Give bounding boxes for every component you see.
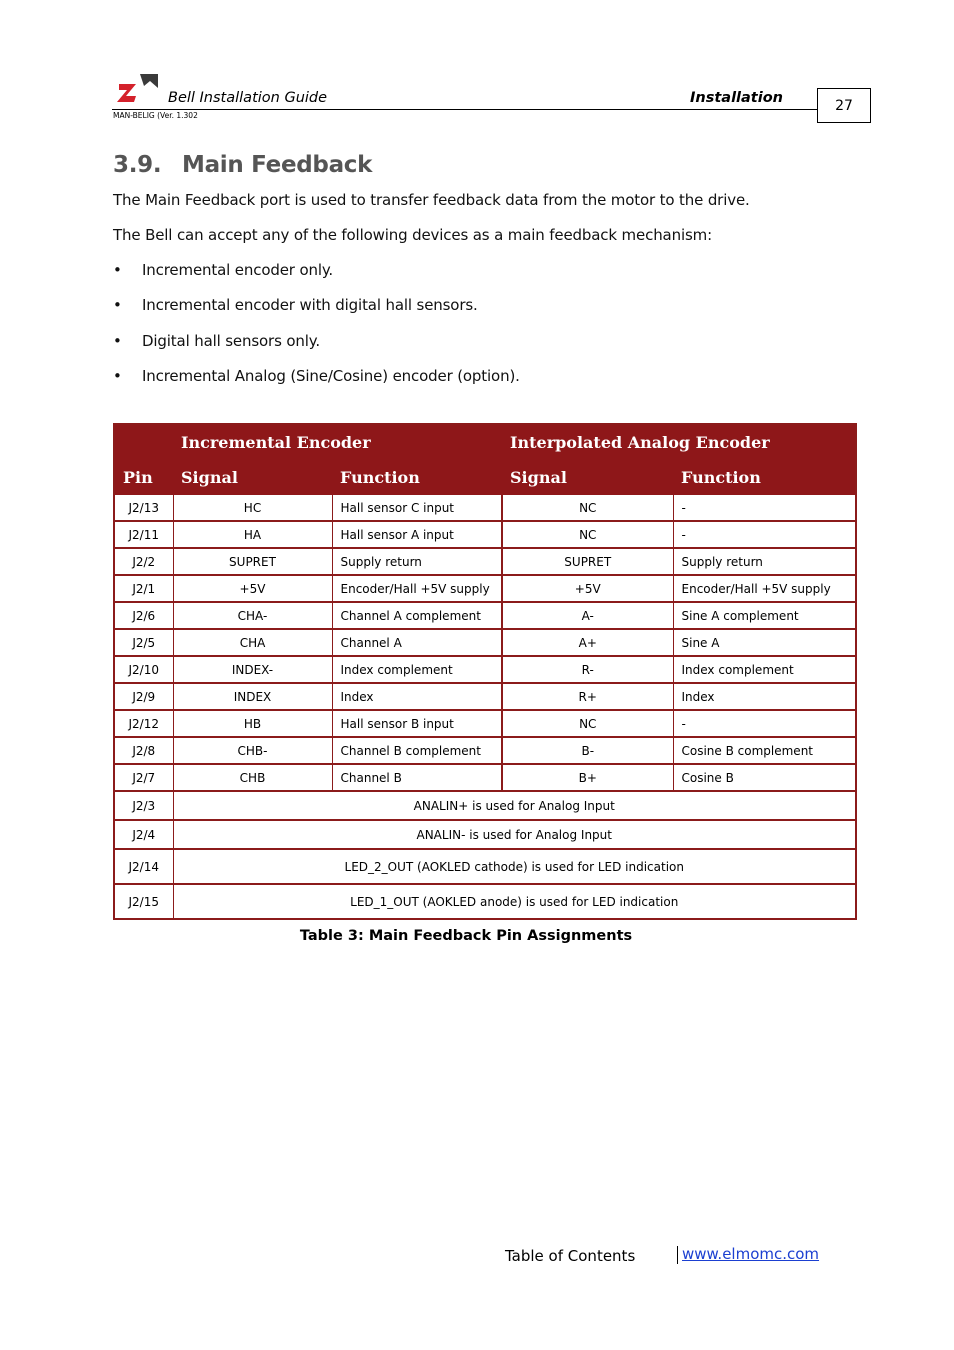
intro-paragraph: The Main Feedback port is used to transfer feedback data from the motor to the drive. (113, 191, 750, 209)
pin-cell: J2/4 (114, 820, 173, 849)
table-row (114, 521, 856, 548)
table-body (114, 495, 856, 919)
table-caption: Table 3: Main Feedback Pin Assignments (299, 928, 633, 944)
table-of-contents-link[interactable]: Table of Contents (505, 1247, 636, 1265)
signal-cell: INDEX (173, 683, 332, 710)
analog-signal-cell: A- (502, 602, 673, 629)
function-cell: Hall sensor B input (332, 710, 502, 737)
function-cell: Hall sensor A input (332, 521, 502, 548)
analog-signal-cell: A+ (502, 629, 673, 656)
analog-signal-cell: R+ (502, 683, 673, 710)
analog-signal-cell: NC (502, 710, 673, 737)
header-rule (112, 109, 818, 110)
pin-cell: J2/1 (114, 575, 173, 602)
signal-cell: HA (173, 521, 332, 548)
signal-cell: CHA- (173, 602, 332, 629)
pin-cell: J2/9 (114, 683, 173, 710)
signal-cell: HB (173, 710, 332, 737)
analog-function-cell: Cosine B (673, 764, 856, 791)
description-cell: LED_1_OUT (AOKLED anode) is used for LED indication (173, 884, 856, 919)
page-number: 27 (817, 88, 871, 123)
analog-function-cell: - (673, 710, 856, 737)
pin-cell: J2/8 (114, 737, 173, 764)
bullet-icon: • (113, 261, 122, 279)
pin-cell: J2/11 (114, 521, 173, 548)
analog-function-cell: Sine A complement (673, 602, 856, 629)
section-number: 3.9. (113, 152, 162, 178)
analog-signal-cell: B+ (502, 764, 673, 791)
description-cell: LED_2_OUT (AOKLED cathode) is used for LED indication (173, 849, 856, 884)
analog-function-cell: Index complement (673, 656, 856, 683)
function-cell: Index complement (332, 656, 502, 683)
analog-function-cell: - (673, 521, 856, 548)
function-cell: Channel B (332, 764, 502, 791)
table-row (114, 710, 856, 737)
function-cell: Hall sensor C input (332, 495, 502, 521)
signal-cell: +5V (173, 575, 332, 602)
function-cell: Channel B complement (332, 737, 502, 764)
pin-cell: J2/7 (114, 764, 173, 791)
table-row (114, 884, 856, 919)
group-header-empty (114, 424, 173, 460)
group-header-row (114, 424, 856, 460)
col-header-function: Function (332, 460, 502, 495)
table-row (114, 791, 856, 820)
table-row (114, 602, 856, 629)
description-cell: ANALIN+ is used for Analog Input (173, 791, 856, 820)
table-row (114, 629, 856, 656)
col-header-signal: Signal (502, 460, 673, 495)
analog-signal-cell: NC (502, 521, 673, 548)
table-row (114, 764, 856, 791)
analog-function-cell: Sine A (673, 629, 856, 656)
analog-function-cell: Supply return (673, 548, 856, 575)
devices-paragraph: The Bell can accept any of the following devices as a main feedback mechanism: (113, 226, 712, 244)
analog-function-cell: Encoder/Hall +5V supply (673, 575, 856, 602)
table-row (114, 656, 856, 683)
table-row (114, 820, 856, 849)
col-header-signal: Signal (173, 460, 332, 495)
analog-signal-cell: B- (502, 737, 673, 764)
list-item: • Incremental Analog (Sine/Cosine) encoder (option). (113, 367, 520, 385)
table-row (114, 495, 856, 521)
pin-cell: J2/14 (114, 849, 173, 884)
pin-cell: J2/6 (114, 602, 173, 629)
list-item: • Incremental encoder only. (113, 261, 334, 279)
website-link[interactable]: www.elmomc.com (682, 1245, 820, 1263)
pin-cell: J2/2 (114, 548, 173, 575)
signal-cell: CHA (173, 629, 332, 656)
pin-cell: J2/10 (114, 656, 173, 683)
analog-function-cell: - (673, 495, 856, 521)
function-cell: Supply return (332, 548, 502, 575)
bullet-icon: • (113, 296, 122, 314)
column-header-row (114, 460, 856, 495)
doc-title: Bell Installation Guide (168, 90, 328, 106)
col-header-pin: Pin (114, 460, 173, 495)
doc-version: MAN-BELIG (Ver. 1.302 (113, 111, 198, 120)
table-row (114, 849, 856, 884)
signal-cell: SUPRET (173, 548, 332, 575)
header-section: Installation (690, 90, 783, 106)
signal-cell: CHB- (173, 737, 332, 764)
bullet-icon: • (113, 332, 122, 350)
analog-signal-cell: R- (502, 656, 673, 683)
analog-function-cell: Cosine B complement (673, 737, 856, 764)
analog-signal-cell: +5V (502, 575, 673, 602)
signal-cell: INDEX- (173, 656, 332, 683)
footer-divider (677, 1246, 678, 1264)
function-cell: Channel A complement (332, 602, 502, 629)
pin-assignment-table (113, 423, 857, 920)
analog-function-cell: Index (673, 683, 856, 710)
function-cell: Index (332, 683, 502, 710)
pin-cell: J2/12 (114, 710, 173, 737)
table-row (114, 575, 856, 602)
list-item: • Digital hall sensors only. (113, 332, 320, 350)
table-row (114, 548, 856, 575)
signal-cell: HC (173, 495, 332, 521)
pin-cell: J2/13 (114, 495, 173, 521)
table-row (114, 683, 856, 710)
elmo-logo (116, 72, 160, 104)
group-header-incremental: Incremental Encoder (173, 424, 502, 460)
table-row (114, 737, 856, 764)
function-cell: Channel A (332, 629, 502, 656)
function-cell: Encoder/Hall +5V supply (332, 575, 502, 602)
section-heading (113, 152, 372, 178)
bullet-icon: • (113, 367, 122, 385)
list-item: • Incremental encoder with digital hall sensors. (113, 296, 478, 314)
section-title: Main Feedback (182, 152, 373, 178)
pin-cell: J2/5 (114, 629, 173, 656)
pin-cell: J2/15 (114, 884, 173, 919)
analog-signal-cell: NC (502, 495, 673, 521)
analog-signal-cell: SUPRET (502, 548, 673, 575)
group-header-interpolated: Interpolated Analog Encoder (502, 424, 856, 460)
col-header-function: Function (673, 460, 856, 495)
description-cell: ANALIN- is used for Analog Input (173, 820, 856, 849)
signal-cell: CHB (173, 764, 332, 791)
pin-cell: J2/3 (114, 791, 173, 820)
